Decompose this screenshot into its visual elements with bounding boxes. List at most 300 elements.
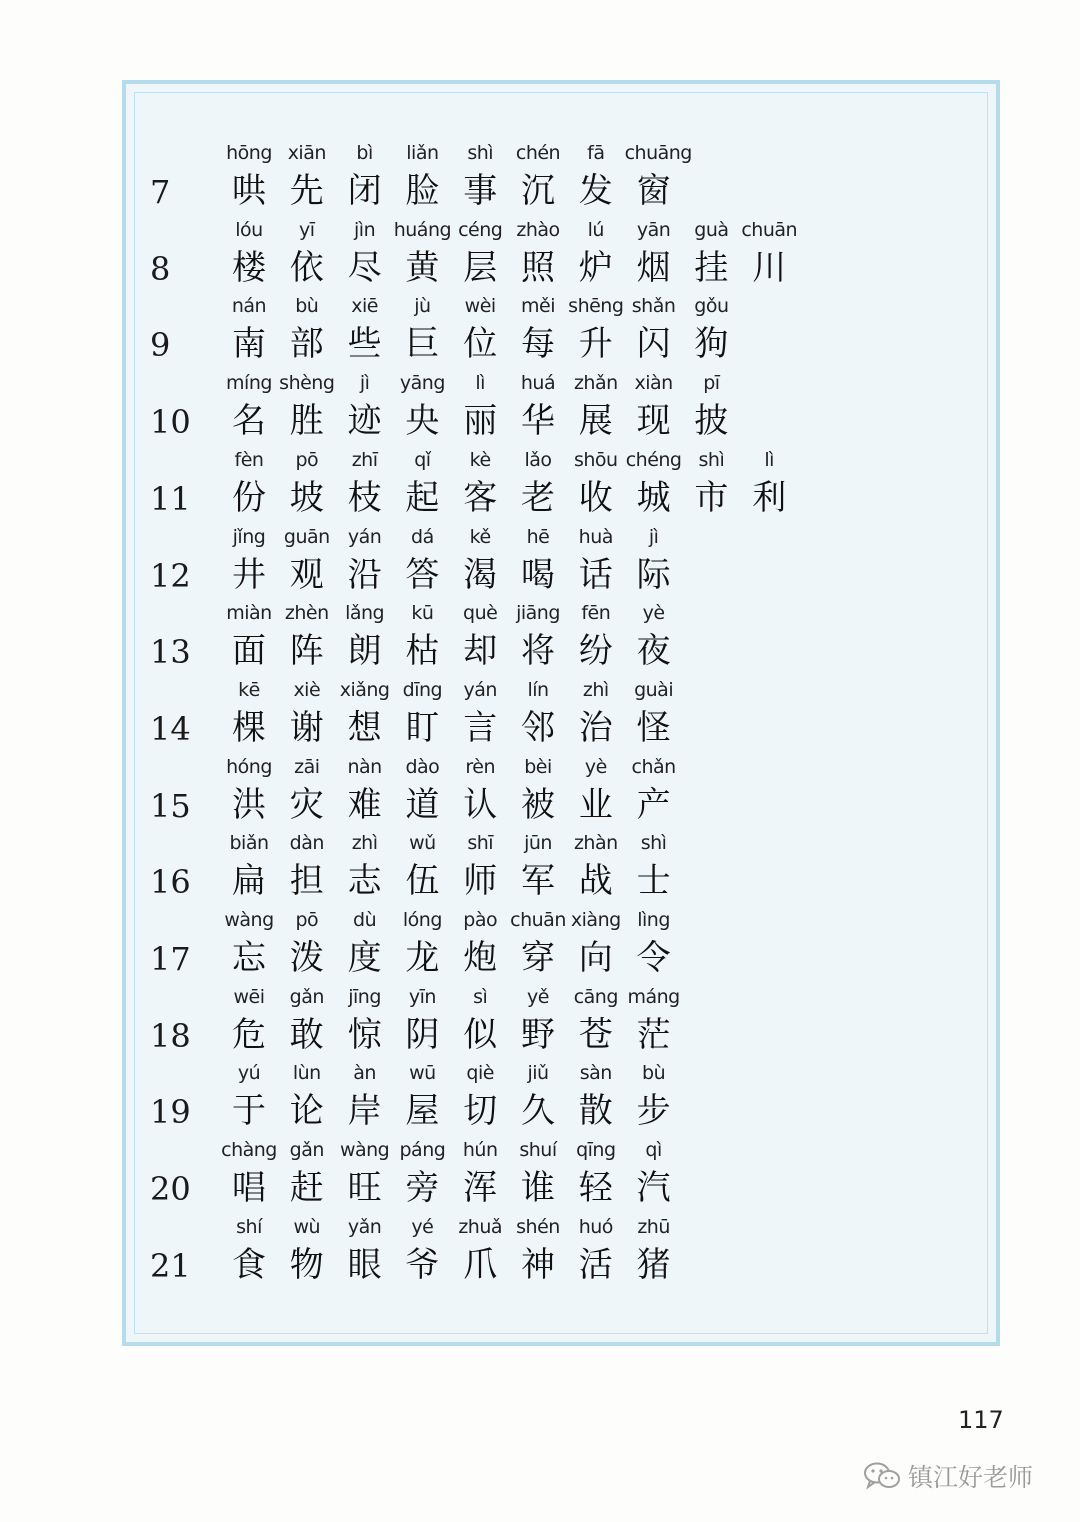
- pinyin: yī: [299, 218, 315, 241]
- pinyin: bì: [356, 142, 373, 164]
- character-cell: [451, 601, 509, 671]
- hanzi: 洪: [232, 784, 266, 825]
- character-cell: [220, 755, 278, 825]
- pinyin: lú: [587, 218, 604, 241]
- character-cell: [509, 294, 567, 364]
- hanzi: 久: [521, 1091, 555, 1132]
- hanzi: 每: [521, 324, 555, 365]
- character-cell: [220, 218, 278, 288]
- hanzi: 谢: [289, 707, 324, 748]
- hanzi: 龙: [405, 938, 440, 978]
- hanzi: 展: [578, 401, 613, 442]
- pinyin: wǔ: [409, 832, 436, 855]
- character-cell: [220, 1215, 278, 1285]
- pinyin: dīng: [402, 678, 443, 701]
- pinyin: pō: [295, 909, 319, 931]
- hanzi: 治: [578, 707, 613, 748]
- pinyin: dù: [353, 909, 377, 931]
- character-cell: [509, 601, 567, 671]
- pinyin: hún: [462, 1139, 498, 1162]
- pinyin: zhǎn: [573, 372, 618, 395]
- character-cell: [625, 678, 683, 748]
- pinyin: yě: [527, 985, 549, 1008]
- hanzi: 些: [347, 324, 382, 365]
- character-cell: [509, 831, 567, 901]
- character-cell: [509, 678, 567, 748]
- row-number: 8: [150, 249, 171, 288]
- character-cell: [393, 1138, 451, 1208]
- hanzi: 步: [636, 1091, 671, 1132]
- hanzi: 楼: [232, 247, 266, 288]
- table-row: [150, 448, 950, 518]
- character-cell: [509, 218, 567, 288]
- character-cell: [336, 1061, 394, 1131]
- hanzi: 业: [578, 784, 613, 825]
- pinyin: lǎng: [345, 602, 385, 625]
- pinyin: jǐng: [232, 525, 266, 548]
- hanzi: 认: [463, 784, 498, 825]
- pinyin: máng: [627, 985, 680, 1008]
- pinyin: céng: [458, 218, 503, 241]
- row-number: 11: [150, 479, 191, 518]
- table-row: [150, 371, 950, 441]
- pinyin: cāng: [573, 985, 618, 1008]
- hanzi: 喝: [521, 554, 555, 595]
- row-number: 15: [150, 786, 191, 825]
- character-cell: [682, 294, 740, 364]
- character-cell: [624, 141, 692, 211]
- pinyin: yé: [411, 1215, 434, 1238]
- character-cell: [278, 141, 336, 211]
- pinyin: lóng: [402, 909, 442, 931]
- table-row: [150, 218, 950, 288]
- pinyin: yè: [642, 602, 665, 625]
- character-cell: [625, 525, 683, 595]
- pinyin: míng: [226, 372, 272, 395]
- row-number: 12: [150, 556, 191, 595]
- pinyin: bù: [295, 295, 319, 318]
- character-cell: [567, 1215, 625, 1285]
- hanzi: 野: [521, 1014, 555, 1055]
- character-cell: [278, 371, 336, 441]
- character-cell: [682, 218, 740, 288]
- pinyin: yè: [584, 755, 607, 778]
- pinyin: jì: [648, 525, 659, 548]
- hanzi: 披: [694, 401, 729, 442]
- hanzi: 先: [289, 171, 324, 211]
- pinyin: shēng: [568, 295, 624, 318]
- hanzi: 言: [463, 707, 498, 748]
- pinyin: chuāng: [624, 142, 692, 164]
- pinyin: lǎo: [524, 448, 552, 471]
- pinyin: yán: [463, 678, 497, 701]
- hanzi: 散: [578, 1091, 613, 1132]
- hanzi: 名: [232, 401, 266, 442]
- character-cell: [393, 218, 451, 288]
- row-number: 13: [150, 633, 191, 672]
- pinyin: qì: [645, 1139, 662, 1162]
- character-cell: [567, 601, 625, 671]
- pinyin: jiǔ: [527, 1062, 549, 1085]
- pinyin: huá: [520, 372, 556, 395]
- hanzi: 市: [694, 477, 729, 518]
- pinyin: huó: [578, 1215, 613, 1238]
- pinyin: hóng: [226, 755, 272, 778]
- character-cell: [278, 985, 336, 1055]
- hanzi: 沉: [521, 171, 555, 211]
- pinyin: sàn: [579, 1062, 612, 1085]
- character-cell: [567, 218, 625, 288]
- hanzi: 道: [405, 784, 440, 825]
- character-cell: [393, 678, 451, 748]
- table-row: [150, 831, 950, 901]
- pinyin: chuān: [741, 218, 798, 241]
- character-cell: [336, 985, 394, 1055]
- pinyin: wù: [293, 1215, 321, 1238]
- pinyin: dá: [411, 525, 434, 548]
- table-row: [150, 1138, 950, 1208]
- hanzi: 纷: [578, 631, 613, 672]
- pinyin: zhū: [637, 1215, 670, 1238]
- hanzi: 爷: [405, 1244, 440, 1285]
- character-cell: [393, 525, 451, 595]
- character-cell: [509, 1138, 567, 1208]
- character-cell: [220, 1061, 278, 1131]
- pinyin: shén: [516, 1215, 560, 1238]
- pinyin: gǎn: [289, 985, 324, 1008]
- hanzi: 轻: [578, 1168, 613, 1209]
- hanzi: 黄: [405, 247, 440, 288]
- character-cell: [625, 448, 683, 518]
- character-cell: [509, 1061, 567, 1131]
- row-number: 18: [150, 1016, 191, 1055]
- character-cell: [451, 1215, 509, 1285]
- character-cell: [567, 755, 625, 825]
- character-cell: [393, 1215, 451, 1285]
- hanzi: 灾: [289, 784, 324, 825]
- hanzi: 于: [232, 1091, 266, 1132]
- hanzi: 似: [463, 1014, 498, 1055]
- pinyin: lì: [475, 372, 485, 395]
- hanzi: 敢: [289, 1014, 324, 1055]
- table-row: [150, 678, 950, 748]
- pinyin: fā: [587, 142, 605, 164]
- character-cell: [625, 908, 683, 978]
- hanzi: 华: [521, 401, 555, 442]
- hanzi: 穿: [521, 938, 555, 978]
- pinyin: shōu: [573, 448, 618, 471]
- hanzi: 忘: [232, 938, 266, 978]
- hanzi: 闭: [347, 171, 382, 211]
- character-cell: [220, 831, 278, 901]
- hanzi: 依: [289, 247, 324, 288]
- hanzi: 话: [578, 554, 613, 595]
- pinyin: zhī: [351, 448, 378, 471]
- character-cell: [336, 218, 394, 288]
- hanzi: 渴: [463, 554, 498, 595]
- pinyin: kě: [469, 525, 491, 548]
- hanzi: 沿: [347, 554, 382, 595]
- character-cell: [451, 755, 509, 825]
- character-cell: [509, 141, 567, 211]
- hanzi: 井: [232, 554, 266, 595]
- pinyin: bèi: [524, 755, 552, 778]
- row-number: 17: [150, 940, 191, 978]
- pinyin: huáng: [393, 218, 452, 241]
- hanzi: 巨: [405, 324, 440, 365]
- hanzi: 层: [463, 247, 498, 288]
- character-cell: [220, 525, 278, 595]
- pinyin: qǐ: [414, 448, 431, 471]
- hanzi: 盯: [405, 707, 440, 748]
- pinyin: xiàng: [570, 909, 621, 931]
- pinyin: kū: [411, 602, 434, 625]
- hanzi: 发: [578, 171, 613, 211]
- hanzi: 答: [405, 554, 440, 595]
- hanzi: 部: [289, 324, 324, 365]
- hanzi: 扁: [232, 861, 266, 902]
- hanzi: 想: [347, 707, 382, 748]
- hanzi: 邻: [521, 707, 555, 748]
- character-cell: [567, 448, 625, 518]
- hanzi: 汽: [636, 1168, 671, 1209]
- hanzi: 茫: [636, 1014, 671, 1055]
- hanzi: 客: [463, 477, 498, 518]
- character-cell: [509, 525, 567, 595]
- pinyin: lìng: [637, 909, 670, 931]
- hanzi: 神: [521, 1244, 555, 1285]
- hanzi: 烟: [636, 247, 671, 288]
- hanzi: 炉: [578, 247, 613, 288]
- pinyin: dào: [405, 755, 440, 778]
- character-cell: [451, 985, 509, 1055]
- hanzi: 棵: [232, 707, 266, 748]
- pinyin: jiāng: [516, 602, 560, 625]
- character-cell: [278, 1138, 336, 1208]
- hanzi: 城: [636, 477, 671, 518]
- hanzi: 面: [232, 631, 266, 672]
- hanzi: 丽: [463, 401, 498, 442]
- hanzi: 军: [521, 861, 555, 902]
- hanzi: 窗: [636, 171, 671, 211]
- character-cell: [567, 525, 625, 595]
- table-row: [150, 755, 950, 825]
- hanzi: 岸: [347, 1091, 382, 1132]
- hanzi: 枯: [405, 631, 440, 672]
- pinyin: xiē: [351, 295, 378, 318]
- hanzi: 现: [636, 401, 671, 442]
- character-cell: [451, 141, 509, 211]
- character-cell: [278, 831, 336, 901]
- table-row: [150, 525, 950, 595]
- pinyin: nán: [231, 295, 267, 318]
- hanzi: 赶: [289, 1168, 324, 1209]
- row-number: 10: [150, 403, 191, 442]
- pinyin: wēi: [233, 985, 265, 1008]
- character-cell: [682, 371, 740, 441]
- hanzi: 朗: [347, 631, 382, 672]
- pinyin: sì: [473, 985, 488, 1008]
- pinyin: qīng: [576, 1139, 616, 1162]
- hanzi: 央: [405, 401, 440, 442]
- pinyin: guān: [283, 525, 330, 548]
- hanzi: 闪: [636, 324, 671, 365]
- table-row: [150, 1215, 950, 1285]
- character-cell: [393, 908, 451, 978]
- character-cell: [509, 371, 567, 441]
- hanzi: 旁: [405, 1168, 440, 1209]
- pinyin: nàn: [347, 755, 382, 778]
- hanzi: 狗: [694, 324, 729, 365]
- pinyin: zhào: [516, 218, 560, 241]
- character-cell: [220, 985, 278, 1055]
- pinyin: qiè: [466, 1062, 494, 1085]
- pinyin: yǎn: [347, 1215, 382, 1238]
- character-cell: [509, 1215, 567, 1285]
- hanzi: 难: [347, 784, 382, 825]
- hanzi: 度: [347, 938, 382, 978]
- hanzi: 将: [521, 631, 555, 672]
- hanzi: 南: [232, 324, 266, 365]
- pinyin: pào: [463, 909, 498, 931]
- row-number: 20: [150, 1170, 191, 1209]
- character-cell: [336, 448, 394, 518]
- character-cell: [451, 448, 509, 518]
- hanzi: 战: [578, 861, 613, 902]
- pinyin: zhuǎ: [458, 1215, 503, 1238]
- hanzi: 唱: [232, 1168, 266, 1209]
- pinyin: shuí: [519, 1139, 557, 1162]
- character-cell: [625, 601, 683, 671]
- pinyin: què: [463, 602, 498, 625]
- row-number: 16: [150, 863, 191, 902]
- pinyin: xiǎng: [339, 678, 390, 701]
- pinyin: liǎn: [406, 142, 439, 164]
- character-cell: [509, 755, 567, 825]
- character-cell: [393, 831, 451, 901]
- pinyin: wàng: [339, 1139, 390, 1162]
- pinyin: jìn: [354, 218, 376, 241]
- character-cell: [625, 985, 683, 1055]
- character-cell: [220, 601, 278, 671]
- hanzi: 迹: [347, 401, 382, 442]
- pinyin: xiàn: [634, 372, 673, 395]
- character-cell: [625, 371, 683, 441]
- pinyin: chén: [515, 142, 561, 164]
- character-cell: [625, 218, 683, 288]
- character-cell: [336, 601, 394, 671]
- character-cell: [567, 1138, 625, 1208]
- character-cell: [567, 985, 625, 1055]
- hanzi: 猪: [636, 1244, 671, 1285]
- pinyin: guài: [634, 678, 674, 701]
- character-cell: [567, 141, 625, 211]
- hanzi: 被: [521, 784, 555, 825]
- wechat-icon: [862, 1461, 902, 1491]
- character-cell: [625, 1138, 683, 1208]
- character-cell: [509, 448, 567, 518]
- pinyin: bù: [642, 1062, 666, 1085]
- character-cell: [278, 525, 336, 595]
- hanzi: 产: [636, 784, 671, 825]
- character-cell: [220, 448, 278, 518]
- character-cell: [278, 908, 336, 978]
- character-cell: [336, 755, 394, 825]
- character-cell: [336, 525, 394, 595]
- character-cell: [393, 294, 451, 364]
- pinyin: chǎn: [631, 755, 676, 778]
- row-number: 14: [150, 709, 191, 748]
- character-cell: [393, 755, 451, 825]
- character-cell: [451, 294, 509, 364]
- hanzi: 怪: [636, 707, 671, 748]
- pinyin: yīn: [408, 985, 436, 1008]
- hanzi: 师: [463, 861, 498, 902]
- character-cell: [682, 448, 740, 518]
- character-cell: [393, 601, 451, 671]
- hanzi: 志: [347, 861, 382, 902]
- pinyin: yán: [347, 525, 382, 548]
- character-cell: [625, 294, 683, 364]
- character-cell: [567, 371, 625, 441]
- hanzi: 危: [232, 1014, 266, 1055]
- pinyin: shí: [236, 1215, 262, 1238]
- row-number: 21: [150, 1246, 191, 1285]
- character-cell: [393, 448, 451, 518]
- pinyin: xiè: [293, 678, 321, 701]
- hanzi: 哄: [232, 171, 266, 211]
- character-cell: [451, 371, 509, 441]
- table-row: [150, 294, 950, 364]
- pinyin: pō: [295, 448, 319, 471]
- character-cell: [509, 908, 567, 978]
- character-cell: [278, 755, 336, 825]
- character-cell: [336, 831, 394, 901]
- hanzi: 炮: [463, 938, 498, 978]
- pinyin: pī: [703, 372, 720, 395]
- character-cell: [451, 1061, 509, 1131]
- pinyin: lì: [764, 448, 774, 471]
- hanzi: 爪: [463, 1244, 498, 1285]
- row-number: 9: [150, 326, 171, 365]
- pinyin: shèng: [279, 372, 335, 395]
- hanzi: 升: [578, 324, 613, 365]
- hanzi: 令: [636, 938, 671, 978]
- character-cell: [220, 371, 278, 441]
- page-number: 117: [958, 1406, 1004, 1434]
- hanzi: 川: [752, 247, 787, 288]
- table-row: [150, 601, 950, 671]
- character-cell: [278, 678, 336, 748]
- hanzi: 旺: [347, 1168, 382, 1209]
- character-cell: [278, 294, 336, 364]
- pinyin: fèn: [234, 448, 264, 471]
- character-cell: [567, 908, 625, 978]
- pinyin: měi: [521, 295, 555, 318]
- hanzi: 切: [463, 1091, 498, 1132]
- hanzi: 事: [463, 171, 498, 211]
- pinyin: hōng: [226, 142, 272, 164]
- character-cell: [220, 908, 278, 978]
- character-cell: [451, 678, 509, 748]
- hanzi: 阴: [405, 1014, 440, 1055]
- hanzi: 却: [463, 631, 498, 672]
- pinyin: gǎn: [289, 1139, 324, 1162]
- hanzi: 浑: [463, 1168, 498, 1209]
- character-cell: [393, 371, 451, 441]
- character-cell: [336, 1138, 394, 1208]
- hanzi: 挂: [694, 247, 729, 288]
